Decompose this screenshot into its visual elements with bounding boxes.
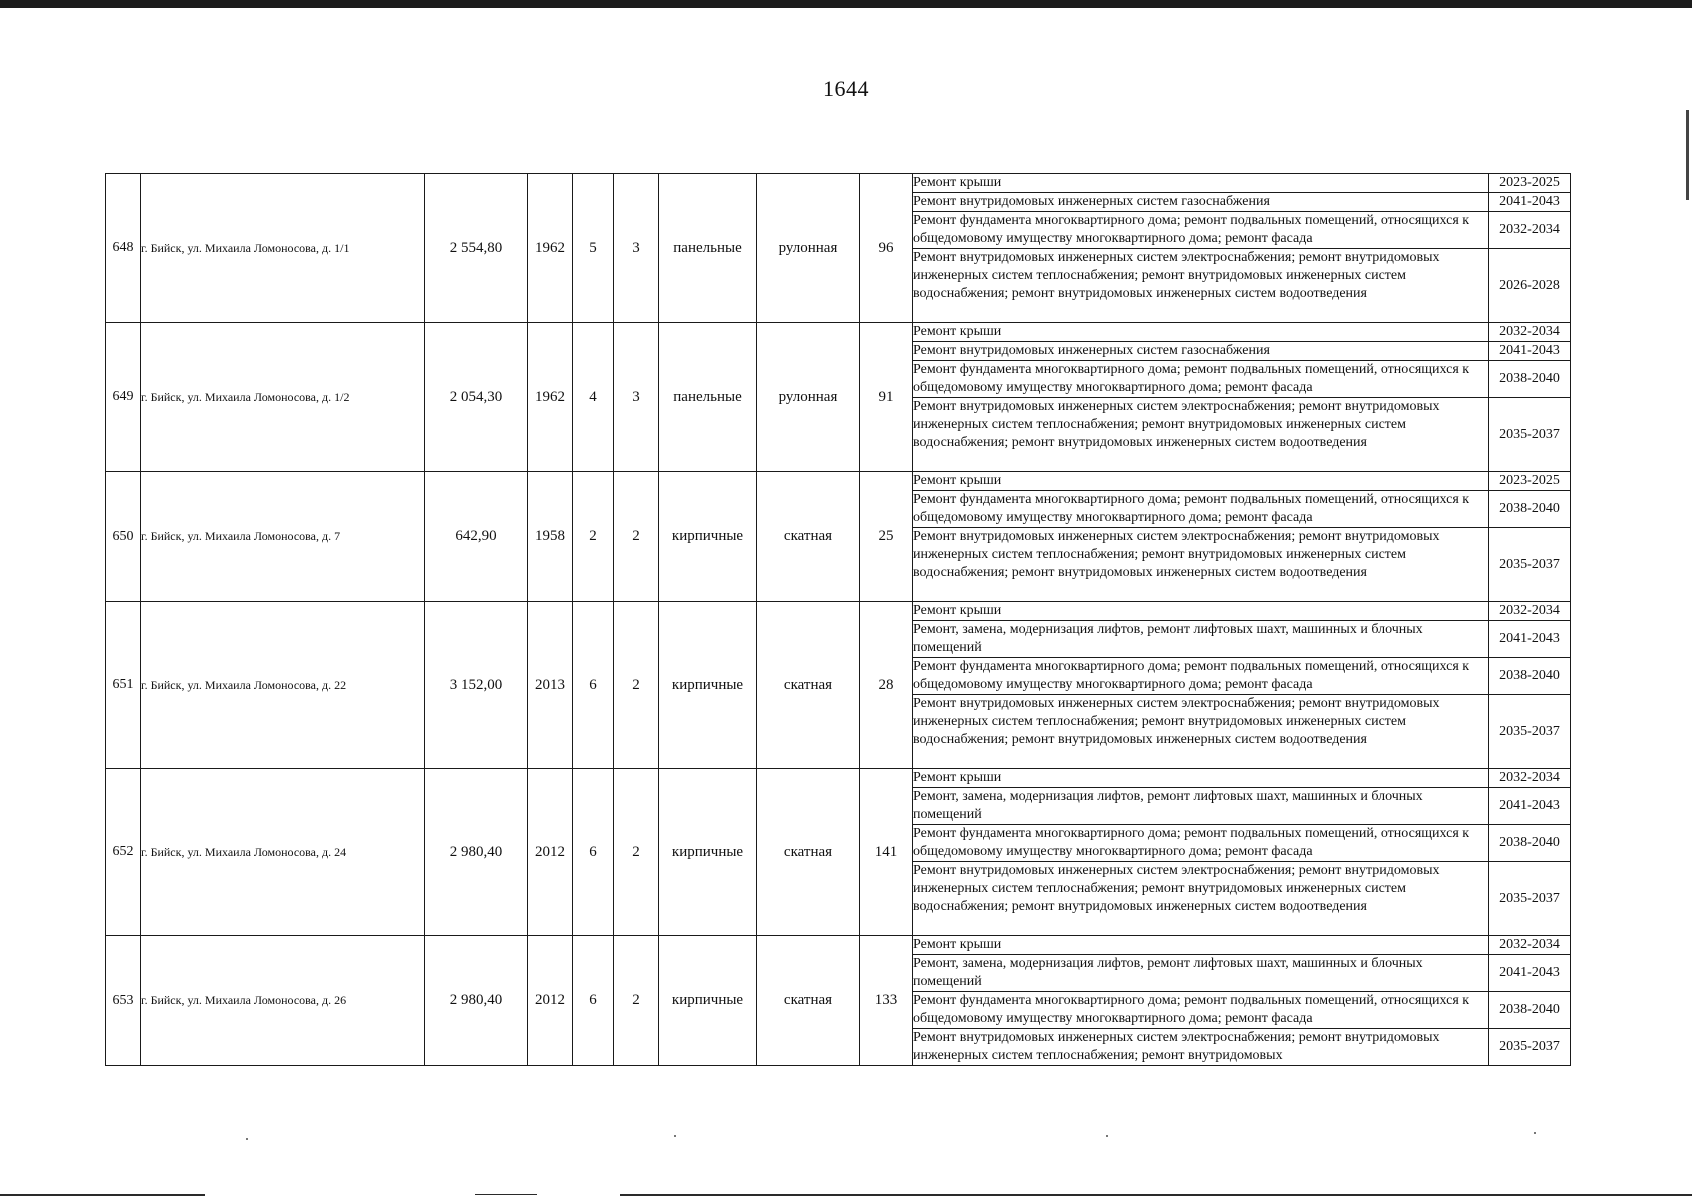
work-type-cell: Ремонт крыши [913,323,1489,342]
period-cell: 2038-2040 [1489,361,1571,398]
work-type-cell [913,1029,1489,1066]
address-cell: г. Бийск, ул. Михаила Ломоносова, д. 1/1 [141,174,425,323]
scan-bottom-line [620,1194,1692,1196]
row-number: 653 [106,936,141,1066]
table-row [106,602,1571,621]
area-cell: 3 152,00 [425,602,528,769]
address-cell: г. Бийск, ул. Михаила Ломоносова, д. 26 [141,936,425,1066]
area-cell: 642,90 [425,472,528,602]
floors-cell: 2 [573,472,614,602]
period-cell: 2041-2043 [1489,621,1571,658]
period-cell: 2035-2037 [1489,528,1571,602]
work-type-cell: Ремонт крыши [913,602,1489,621]
work-type-cell: Ремонт внутридомовых инженерных систем электроснабжения; ремонт внутридомовых инженерных систем теплоснабжения; ремонт внутридомовых инженерных систем водоснабжения; ремонт внутридомовых инженерных систем водоотведения [913,695,1489,769]
period-cell: 2041-2043 [1489,193,1571,212]
scan-speck [1534,1132,1536,1134]
floors-cell: 6 [573,769,614,936]
period-cell: 2038-2040 [1489,658,1571,695]
row-number: 649 [106,323,141,472]
period-cell: 2041-2043 [1489,342,1571,361]
address-cell: г. Бийск, ул. Михаила Ломоносова, д. 7 [141,472,425,602]
period-cell: 2035-2037 [1489,398,1571,472]
entrances-cell: 2 [614,602,659,769]
residents-cell: 141 [860,769,913,936]
wall-material-cell: панельные [659,323,757,472]
address-cell: г. Бийск, ул. Михаила Ломоносова, д. 24 [141,769,425,936]
scan-bottom-line [475,1194,537,1195]
work-type-cell: Ремонт фундамента многоквартирного дома; ремонт подвальных помещений, относящихся к общедомовому имуществу многоквартирного дома; ремонт фасада [913,992,1489,1029]
table-row [106,936,1571,955]
area-cell: 2 554,80 [425,174,528,323]
period-cell: 2035-2037 [1489,1029,1571,1066]
table-row [106,769,1571,788]
period-cell: 2032-2034 [1489,602,1571,621]
work-type-cell: Ремонт крыши [913,472,1489,491]
residents-cell: 91 [860,323,913,472]
roof-type-cell: рулонная [757,174,860,323]
period-cell: 2041-2043 [1489,955,1571,992]
work-type-cell: Ремонт, замена, модернизация лифтов, ремонт лифтовых шахт, машинных и блочных помещений [913,955,1489,992]
wall-material-cell: кирпичные [659,472,757,602]
floors-cell: 4 [573,323,614,472]
work-type-cell: Ремонт внутридомовых инженерных систем газоснабжения [913,342,1489,361]
area-cell: 2 980,40 [425,769,528,936]
entrances-cell: 2 [614,769,659,936]
work-type-cell: Ремонт фундамента многоквартирного дома; ремонт подвальных помещений, относящихся к общедомовому имуществу многоквартирного дома; ремонт фасада [913,825,1489,862]
entrances-cell: 3 [614,323,659,472]
table-row [106,174,1571,193]
year-cell: 1962 [528,323,573,472]
period-cell: 2032-2034 [1489,323,1571,342]
floors-cell: 5 [573,174,614,323]
floors-cell: 6 [573,936,614,1066]
scan-edge-mark [1686,110,1689,200]
roof-type-cell: скатная [757,472,860,602]
table-row [106,472,1571,491]
roof-type-cell: скатная [757,769,860,936]
period-cell: 2032-2034 [1489,212,1571,249]
area-cell: 2 980,40 [425,936,528,1066]
entrances-cell: 2 [614,936,659,1066]
row-number: 652 [106,769,141,936]
address-cell: г. Бийск, ул. Михаила Ломоносова, д. 1/2 [141,323,425,472]
scan-bottom-line [0,1194,205,1196]
wall-material-cell: кирпичные [659,769,757,936]
table-row [106,323,1571,342]
work-type-cell: Ремонт фундамента многоквартирного дома; ремонт подвальных помещений, относящихся к общедомовому имуществу многоквартирного дома; ремонт фасада [913,361,1489,398]
work-type-cell: Ремонт фундамента многоквартирного дома; ремонт подвальных помещений, относящихся к общедомовому имуществу многоквартирного дома; ремонт фасада [913,212,1489,249]
page-number: 1644 [823,76,869,101]
period-cell: 2023-2025 [1489,174,1571,193]
row-number: 648 [106,174,141,323]
period-cell: 2032-2034 [1489,936,1571,955]
year-cell: 2013 [528,602,573,769]
residents-cell: 25 [860,472,913,602]
work-type-cell: Ремонт, замена, модернизация лифтов, ремонт лифтовых шахт, машинных и блочных помещений [913,788,1489,825]
wall-material-cell: кирпичные [659,936,757,1066]
work-type-cell: Ремонт крыши [913,769,1489,788]
roof-type-cell: скатная [757,936,860,1066]
period-cell: 2041-2043 [1489,788,1571,825]
work-type-cell: Ремонт внутридомовых инженерных систем электроснабжения; ремонт внутридомовых инженерных систем теплоснабжения; ремонт внутридомовых инженерных систем водоснабжения; ремонт внутридомовых инженерных систем водоотведения [913,528,1489,602]
work-type-text: Ремонт внутридомовых инженерных систем электроснабжения; ремонт внутридомовых инженерных систем теплоснабжения; ремонт внутридомовых [913,1030,1440,1063]
work-type-cell: Ремонт фундамента многоквартирного дома; ремонт подвальных помещений, относящихся к общедомовому имуществу многоквартирного дома; ремонт фасада [913,491,1489,528]
roof-type-cell: скатная [757,602,860,769]
row-number: 651 [106,602,141,769]
residents-cell: 96 [860,174,913,323]
year-cell: 2012 [528,769,573,936]
work-type-cell: Ремонт внутридомовых инженерных систем газоснабжения [913,193,1489,212]
year-cell: 1958 [528,472,573,602]
address-cell: г. Бийск, ул. Михаила Ломоносова, д. 22 [141,602,425,769]
period-cell: 2035-2037 [1489,862,1571,936]
period-cell: 2026-2028 [1489,249,1571,323]
area-cell: 2 054,30 [425,323,528,472]
period-cell: 2035-2037 [1489,695,1571,769]
period-cell: 2023-2025 [1489,472,1571,491]
period-cell: 2038-2040 [1489,491,1571,528]
residents-cell: 133 [860,936,913,1066]
top-border [0,0,1692,8]
row-number: 650 [106,472,141,602]
year-cell: 1962 [528,174,573,323]
work-type-cell: Ремонт крыши [913,174,1489,193]
floors-cell: 6 [573,602,614,769]
period-cell: 2038-2040 [1489,825,1571,862]
work-type-cell: Ремонт внутридомовых инженерных систем электроснабжения; ремонт внутридомовых инженерных систем теплоснабжения; ремонт внутридомовых инженерных систем водоснабжения; ремонт внутридомовых инженерных систем водоотведения [913,249,1489,323]
work-type-cell: Ремонт внутридомовых инженерных систем электроснабжения; ремонт внутридомовых инженерных систем теплоснабжения; ремонт внутридомовых инженерных систем водоснабжения; ремонт внутридомовых инженерных систем водоотведения [913,862,1489,936]
year-cell: 2012 [528,936,573,1066]
scan-speck [1106,1135,1108,1137]
work-type-cell: Ремонт внутридомовых инженерных систем электроснабжения; ремонт внутридомовых инженерных систем теплоснабжения; ремонт внутридомовых инженерных систем водоснабжения; ремонт внутридомовых инженерных систем водоотведения [913,398,1489,472]
repair-schedule-table [105,173,1571,1066]
wall-material-cell: панельные [659,174,757,323]
residents-cell: 28 [860,602,913,769]
work-type-cell: Ремонт крыши [913,936,1489,955]
entrances-cell: 3 [614,174,659,323]
work-type-cell: Ремонт, замена, модернизация лифтов, ремонт лифтовых шахт, машинных и блочных помещений [913,621,1489,658]
work-type-cell: Ремонт фундамента многоквартирного дома; ремонт подвальных помещений, относящихся к общедомовому имуществу многоквартирного дома; ремонт фасада [913,658,1489,695]
scan-speck [246,1138,248,1140]
entrances-cell: 2 [614,472,659,602]
roof-type-cell: рулонная [757,323,860,472]
period-cell: 2038-2040 [1489,992,1571,1029]
period-cell: 2032-2034 [1489,769,1571,788]
wall-material-cell: кирпичные [659,602,757,769]
scan-speck [674,1135,676,1137]
